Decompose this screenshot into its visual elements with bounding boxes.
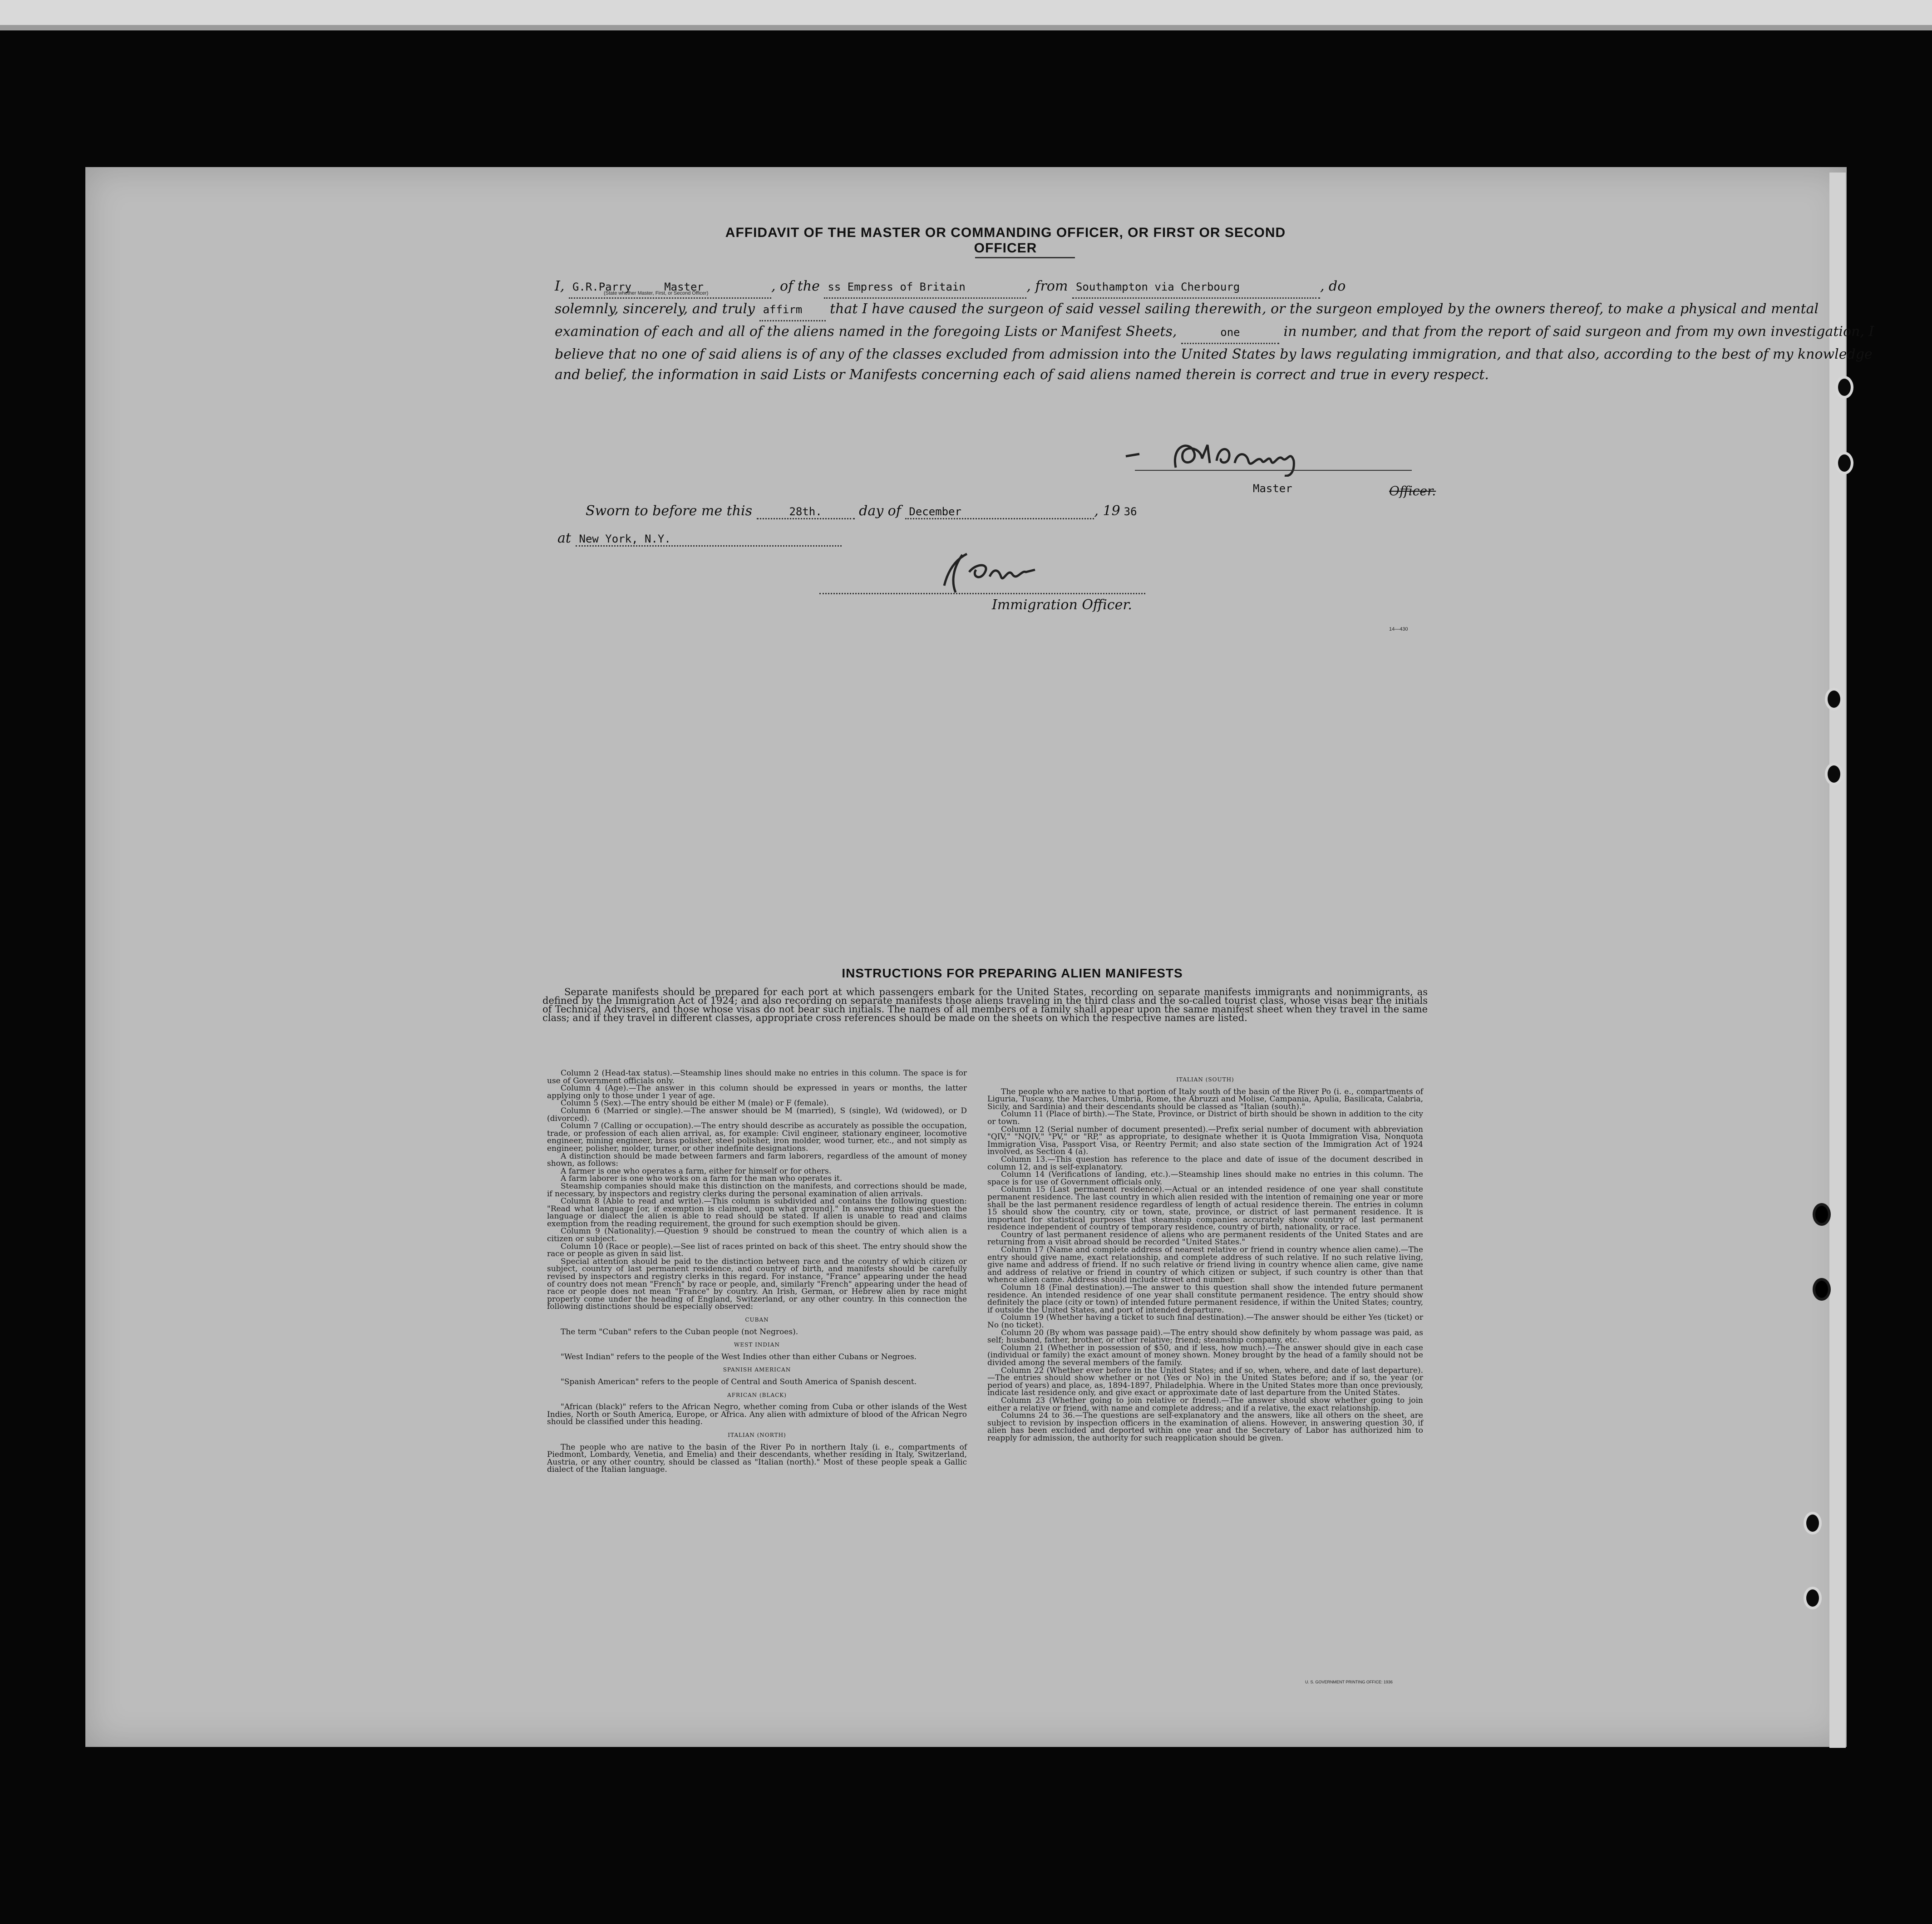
instr-distinction: A distinction should be made between farmers and farm laborers, regardless of the amount of money shown, as follows: bbox=[547, 1151, 967, 1169]
instr-col2: Column 2 (Head-tax status).—Steamship lines should make no entries in this column. The space is for use of Government officials only. bbox=[547, 1069, 967, 1085]
affidavit-body bbox=[555, 276, 1898, 385]
sworn-year-prefix: , 19 bbox=[1094, 503, 1120, 519]
instr-african: "African (black)" refers to the African Negro, whether coming from Cuba or other islands of the West Indies, North or South America, Europe, or Africa. Any alien with admixture of blood of the African Negro should be classified under this heading. bbox=[547, 1402, 967, 1427]
aff-word-of-the: , of the bbox=[771, 278, 820, 294]
rank-note: (State whether Master, First, or Second Officer) bbox=[604, 291, 709, 296]
punch-hole bbox=[1804, 1587, 1822, 1609]
instr-laborer: A farm laborer is one who works on a farm for the man who operates it. bbox=[561, 1174, 843, 1184]
aff-word-solemnly: solemnly, sincerely, and truly bbox=[555, 301, 755, 317]
document-page bbox=[85, 167, 1847, 1747]
instr-special: Special attention should be paid to the distinction between race and the country of which citizen or subject, country of last permanent residence, and country of birth, and manifests should be carefully revised by inspectors and registry clerks in this regard. For instance, "France" appearing under the head of country does not mean "French" by race or people, and, similarly "French" appearing under the head of race or people does not mean "France" by country. An Irish, German, or Hebrew alien by race might properly come under the heading of England, Switzerland, or any other country. In this connection the following distinctions should be especially observed: bbox=[547, 1257, 967, 1312]
instr-col19: Column 19 (Whether having a ticket to such final destination).—The answer should be either Yes (ticket) or No (no ticket). bbox=[987, 1313, 1423, 1330]
instr-col11: Column 11 (Place of birth).—The State, Province, or District of birth should be shown in addition to the city or town. bbox=[987, 1110, 1423, 1126]
intro-paragraph: Separate manifests should be prepared for each port at which passengers embark for the United States, recording on separate manifests immigrants and nonimmigrants, as defined by the Immigration Act of 1924; and also recording on separate manifests those aliens traveling in the third class and the so-called tourist class, whose visas bear the initials of Technical Advisers, and those whose visas do not bear such initials. The names of all members of a family shall appear upon the same manifest sheet when they travel in the same class; and if they travel in different classes, appropriate cross references should be made on the sheets on which the respective names are listed. bbox=[542, 987, 1428, 1023]
instr-col22: Column 22 (Whether ever before in the United States; and if so, when, where, and date of last departure).—The entries should show whether or not (Yes or No) in the United States before; and if so, the year (or period of years) and place, as, 1894-1897, Philadelphia. Where in the United States more than once previously, indicate last residence only, and give exact or approximate date of last departure from the United States. bbox=[987, 1366, 1423, 1398]
affidavit-text-2: that I have caused the surgeon of said vessel sailing therewith, or the surgeon employed by the owners thereof, to make a physical and mental examination of each and all of the aliens named in the foregoing Lists or Manifest Sheets, bbox=[555, 301, 1819, 340]
sworn-place: New York, N.Y. bbox=[576, 533, 842, 547]
instructions-intro bbox=[542, 988, 1428, 1022]
sworn-day-of: day of bbox=[859, 503, 901, 519]
heading-cuban: CUBAN bbox=[745, 1317, 769, 1323]
immigration-officer-label: Immigration Officer. bbox=[992, 597, 1132, 613]
instr-col18: Column 18 (Final destination).—The answer to this question shall show the intended future permanent residence. An intended residence of one year shall constitute permanent residence. The entry should show definitely the place (city or town) of intended future permanent residence, if within the United States; country, if outside the United States, and port of intended departure. bbox=[987, 1283, 1423, 1315]
instr-spanish-american: "Spanish American" refers to the people of Central and South America of Spanish descent. bbox=[561, 1377, 917, 1386]
instr-col13: Column 13.—This question has reference to the place and date of issue of the document described in column 12, and is self-explanatory. bbox=[987, 1154, 1423, 1172]
punch-hole bbox=[1825, 688, 1843, 710]
instr-cuban: The term "Cuban" refers to the Cuban people (not Negroes). bbox=[561, 1327, 798, 1337]
sworn-prefix: Sworn to before me this bbox=[586, 503, 753, 519]
sworn-month: December bbox=[905, 505, 1094, 519]
page-edge bbox=[1829, 173, 1846, 1748]
printer-imprint: U. S. GOVERNMENT PRINTING OFFICE: 1936 bbox=[1305, 1680, 1393, 1684]
signer-rank: Master bbox=[1253, 482, 1292, 495]
immigration-officer-signature-line bbox=[819, 593, 1145, 595]
heading-italian-north: ITALIAN (NORTH) bbox=[728, 1431, 786, 1438]
punch-hole bbox=[1804, 1512, 1822, 1534]
instr-col4: Column 4 (Age).—The answer in this column should be expressed in years or months, the latter applying only to those under 1 year of age. bbox=[547, 1084, 967, 1100]
aff-word-do: , do bbox=[1320, 278, 1346, 294]
sworn-day: 28th. bbox=[757, 505, 855, 519]
oath-field: affirm bbox=[759, 300, 826, 321]
sheet-count-field: one bbox=[1181, 322, 1279, 344]
sworn-year: 36 bbox=[1124, 505, 1137, 518]
instr-west-indian: "West Indian" refers to the people of the West Indies other than either Cubans or Negroes. bbox=[561, 1352, 917, 1362]
instr-col10: Column 10 (Race or people).—See list of races printed on back of this sheet. The entry should show the race or people as given in said list. bbox=[547, 1242, 967, 1259]
at-label: at bbox=[557, 530, 571, 546]
instr-col24-36: Columns 24 to 36.—The questions are self-explanatory and the answers, like all others on the sheet, are subject to revision by inspection officers in the examination of aliens. However, in answering question 30, if alien has been excluded and deported within one year and the Secretary of Labor has authorized him to reapply for admission, the authority for such reapplication should be given. bbox=[987, 1411, 1423, 1443]
instr-steamship: Steamship companies should make this distinction on the manifests, and corrections should be made, if necessary, by inspectors and registry clerks during the personal examination of alien arrivals. bbox=[547, 1181, 967, 1199]
place-line bbox=[557, 530, 842, 547]
sworn-line bbox=[586, 503, 1141, 519]
aff-word-from: , from bbox=[1026, 278, 1068, 294]
master-signature-line bbox=[1135, 470, 1412, 471]
instr-italian-north: The people who are native to the basin of the River Po in northern Italy (i. e., compartments of Piedmont, Lombardy, Venetia, and Emelia) and their descendants, whether residing in Italy, Switzerland, Austria, or any other country, should be classed as "Italian (north)." Most of these people speak a Gallic dialect of the Italian language. bbox=[547, 1442, 967, 1475]
instr-col15: Column 15 (Last permanent residence).—Actual or an intended residence of one year shall constitute permanent residence. The last country in which alien resided with the intention of remaining one year or more shall be the last permanent residence regardless of length of actual residence therein. The entries in column 15 should show the country, city or town, state, province, or district of last permanent residence. It is important for statistical purposes that steamship companies accurately show country of last permanent residence independent of country of temporary residence, country of birth, nationality, or race. bbox=[987, 1185, 1423, 1232]
form-number: 14—430 bbox=[1389, 627, 1408, 632]
heading-spanish-american: SPANISH AMERICAN bbox=[723, 1367, 791, 1373]
instructions-right-column bbox=[987, 1076, 1423, 1442]
instr-col20: Column 20 (By whom was passage paid).—The entry should show definitely by whom passage was paid, as self; husband, father, brother, or other relative; friend; steamship company, etc. bbox=[987, 1328, 1423, 1345]
immigration-officer-signature bbox=[935, 549, 1117, 595]
heading-west-indian: WEST INDIAN bbox=[734, 1342, 780, 1348]
instr-col9: Column 9 (Nationality).—Question 9 should be construed to mean the country of which alien is a citizen or subject. bbox=[547, 1227, 967, 1244]
instr-farmer: A farmer is one who operates a farm, either for himself or for others. bbox=[561, 1166, 832, 1176]
aff-word-i: I, bbox=[555, 278, 565, 294]
origin-field: Southampton via Cherbourg bbox=[1072, 277, 1320, 299]
instr-col5: Column 5 (Sex).—The entry should be either M (male) or F (female). bbox=[561, 1099, 829, 1108]
instructions-left-column bbox=[547, 1070, 967, 1474]
affidavit-title: AFFIDAVIT OF THE MASTER OR COMMANDING OFFICER, OR FIRST OR SECOND OFFICER bbox=[725, 225, 1286, 256]
scan-top-band-shadow bbox=[0, 25, 1932, 30]
punch-hole bbox=[1813, 1203, 1831, 1226]
officer-name: G.R.Parry bbox=[572, 281, 631, 293]
title-rule bbox=[975, 257, 1075, 258]
heading-african: AFRICAN (BLACK) bbox=[727, 1391, 787, 1398]
instr-col14: Column 14 (Verifications of landing, etc.).—Steamship lines should make no entries in this column. The space is for use of Government officials only. bbox=[987, 1170, 1423, 1187]
instr-col6: Column 6 (Married or single).—The answer should be M (married), S (single), Wd (widowed), or D (divorced). bbox=[547, 1106, 967, 1123]
affidavit-text-3: in number, and that from the report of said surgeon and from my own investigation, I believe that no one of said aliens is of any of the classes excluded from admission into the United States by laws regulating immigration, and that also, according to the best of my knowledge and belief, the information in said Lists or Manifests concerning each of said aliens named therein is correct and true in every respect. bbox=[555, 324, 1874, 383]
officer-word: Officer. bbox=[1389, 483, 1436, 498]
instr-col21: Column 21 (Whether in possession of $50, and if less, how much).—The answer should give in each case (individual or family) the exact amount of money shown. Money brought by the head of a family should not be divided among the several members of the family. bbox=[987, 1343, 1423, 1367]
instr-col12: Column 12 (Serial number of document presented).—Prefix serial number of document with abbreviation "QIV," "NQIV," "PV," or "RP," as appropriate, to designate whether it is Quota Immigration Visa, Nonquota Immigration Visa, Passport Visa, or Reentry Permit; and also state section of the Immigration Act of 1924 involved, as Section 4 (a). bbox=[987, 1125, 1423, 1157]
scan-top-band bbox=[0, 0, 1932, 25]
instructions-title: INSTRUCTIONS FOR PREPARING ALIEN MANIFESTS bbox=[842, 966, 1183, 980]
punch-hole bbox=[1835, 452, 1853, 474]
instr-col17: Column 17 (Name and complete address of nearest relative or friend in country whence alien came).—The entry should give name, exact relationship, and complete address of such relative. If no such relative living, give name and address of friend. If no such relative or friend living in country whence alien came, give name and address of relative or friend in country of which citizen or subject, if such country is other than that whence alien came. Address should include street and number. bbox=[987, 1245, 1423, 1285]
officer-rank: Master bbox=[664, 281, 704, 293]
punch-hole bbox=[1813, 1278, 1831, 1301]
punch-hole bbox=[1825, 763, 1843, 785]
instr-col23: Column 23 (Whether going to join relative or friend).—The answer should show whether going to join either a relative or friend, with name and complete address; and if a relative, the exact relationship. bbox=[987, 1396, 1423, 1413]
heading-italian-south: ITALIAN (SOUTH) bbox=[1176, 1076, 1234, 1083]
instr-col7: Column 7 (Calling or occupation).—The entry should describe as accurately as possible the occupation, trade, or profession of each alien arrival, as, for example: Civil engineer, stationary engineer, locomotive engineer, mining engineer, brass polisher, steel polisher, iron molder, wood turner, etc., and not simply as engineer, polisher, molder, turner, or other indefinite designations. bbox=[547, 1121, 967, 1153]
instr-col8: Column 8 (Able to read and write).—This column is subdivided and contains the following question: "Read what language [or, if exemption is claimed, upon what ground]." In answering this question the language or dialect the alien is able to read should be stated. If alien is unable to read and claims exemption from the reading requirement, the ground for such exemption should be given. bbox=[547, 1197, 967, 1228]
vessel-field: ss Empress of Britain bbox=[824, 277, 1026, 299]
instr-italian-south: The people who are native to that portion of Italy south of the basin of the River Po (i. e., compartments of Liguria, Tuscany, the Marches, Umbria, Rome, the Abruzzi and Molise, Campania, Apulia, Basilicata, Calabria, Sicily, and Sardinia) and their descendants should be classed as "Italian (south)." bbox=[987, 1087, 1423, 1111]
instr-country: Country of last permanent residence of aliens who are permanent residents of the United States and are returning from a visit abroad should be recorded "United States." bbox=[987, 1230, 1423, 1247]
